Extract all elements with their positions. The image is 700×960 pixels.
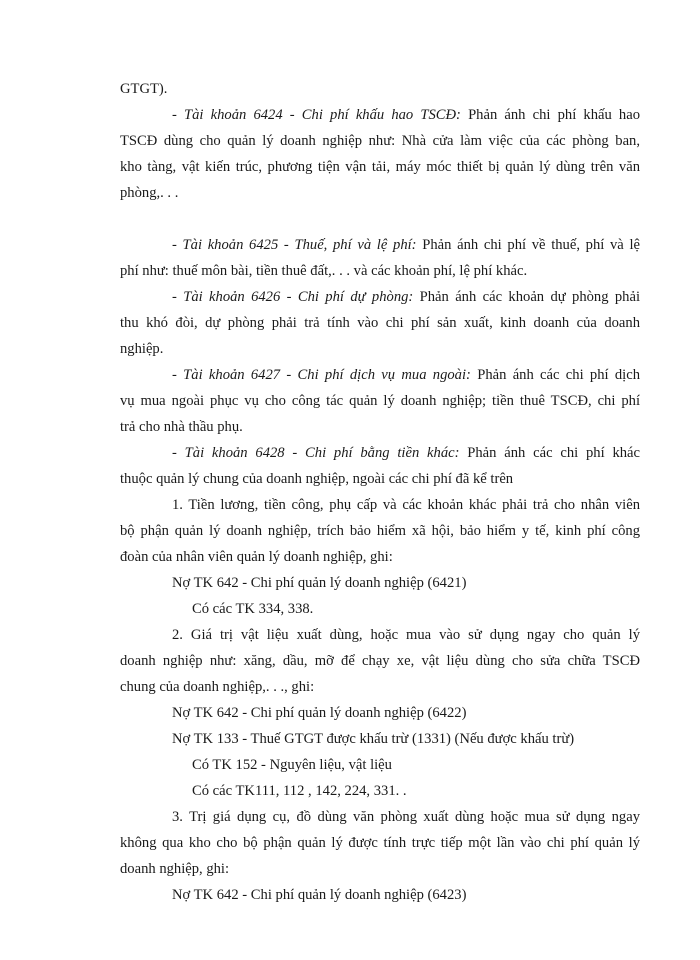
text-line: doanh nghiệp như: xăng, dầu, mỡ để chạy xe, vật liệu dùng cho sửa chữa TSCĐ [120, 653, 640, 669]
account-heading: - Tài khoản 6425 - Thuế, phí và lệ phí: [172, 237, 417, 253]
account-heading: - Tài khoản 6428 - Chi phí bằng tiền khác: [172, 445, 460, 461]
text-line: thuộc quản lý chung của doanh nghiệp, ngoài các chi phí đã kể trên [120, 471, 514, 487]
account-description: Phản ánh chi phí về thuế, phí và lệ [416, 237, 640, 253]
account-6427-entry [172, 365, 640, 385]
journal-debit-line: Nợ TK 133 - Thuế GTGT được khấu trừ (1331) (Nếu được khấu trừ) [172, 731, 575, 747]
item-1-heading: 1. Tiền lương, tiền công, phụ cấp và các khoản khác phải trả cho nhân viên [172, 497, 640, 513]
journal-credit-line: Có các TK 334, 338. [192, 601, 314, 617]
text-line: bộ phận quản lý doanh nghiệp, trích bảo hiểm xã hội, bảo hiểm y tế, kinh phí công [120, 523, 640, 539]
text-line: chung của doanh nghiệp,. . ., ghi: [120, 679, 315, 695]
text-line: TSCĐ dùng cho quản lý doanh nghiệp như: Nhà cửa làm việc của các phòng ban, [120, 133, 640, 149]
account-heading: - Tài khoản 6426 - Chi phí dự phòng: [172, 289, 414, 305]
text-line: GTGT). [120, 81, 168, 97]
text-line: phí như: thuế môn bài, tiền thuê đất,. . . và các khoản phí, lệ phí khác. [120, 263, 528, 279]
account-description: Phản ánh các chi phí dịch [470, 367, 640, 383]
account-description: Phản ánh các khoản dự phòng phải [413, 289, 640, 305]
account-6426-entry [172, 287, 640, 307]
text-line: đoàn của nhân viên quản lý doanh nghiệp, ghi: [120, 549, 393, 565]
account-description: Phản ánh chi phí khấu hao [460, 107, 640, 123]
item-3-heading: 3. Trị giá dụng cụ, đồ dùng văn phòng xuất dùng hoặc mua sử dụng ngay [172, 809, 640, 825]
journal-credit-line: Có TK 152 - Nguyên liệu, vật liệu [192, 757, 392, 773]
account-heading: - Tài khoản 6424 - Chi phí khấu hao TSCĐ: [172, 107, 461, 123]
text-line: không qua kho cho bộ phận quản lý được tính trực tiếp một lần vào chi phí quản lý [120, 835, 640, 851]
text-line: doanh nghiệp, ghi: [120, 861, 230, 877]
journal-debit-line: Nợ TK 642 - Chi phí quản lý doanh nghiệp (6422) [172, 705, 467, 721]
account-6424-entry [172, 105, 640, 125]
text-line: phòng,. . . [120, 185, 179, 201]
journal-debit-line: Nợ TK 642 - Chi phí quản lý doanh nghiệp (6423) [172, 887, 467, 903]
text-line: trả cho nhà thầu phụ. [120, 419, 243, 435]
journal-credit-line: Có các TK111, 112 , 142, 224, 331. . [192, 783, 407, 799]
item-2-heading: 2. Giá trị vật liệu xuất dùng, hoặc mua vào sử dụng ngay cho quản lý [172, 627, 640, 643]
text-line: nghiệp. [120, 341, 164, 357]
account-heading: - Tài khoản 6427 - Chi phí dịch vụ mua ngoài: [172, 367, 471, 383]
journal-debit-line: Nợ TK 642 - Chi phí quản lý doanh nghiệp (6421) [172, 575, 467, 591]
text-line: thu khó đòi, dự phòng phải trả tính vào chi phí sản xuất, kinh doanh của doanh [120, 315, 640, 331]
text-line: vụ mua ngoài phục vụ cho công tác quản lý doanh nghiệp; tiền thuê TSCĐ, chi phí [120, 393, 640, 409]
account-description: Phản ánh các chi phí khác [459, 445, 640, 461]
text-line: kho tàng, vật kiến trúc, phương tiện vận tải, máy móc thiết bị quản lý dùng trên văn [120, 159, 640, 175]
account-6425-entry [172, 235, 640, 255]
account-6428-entry [172, 443, 640, 463]
